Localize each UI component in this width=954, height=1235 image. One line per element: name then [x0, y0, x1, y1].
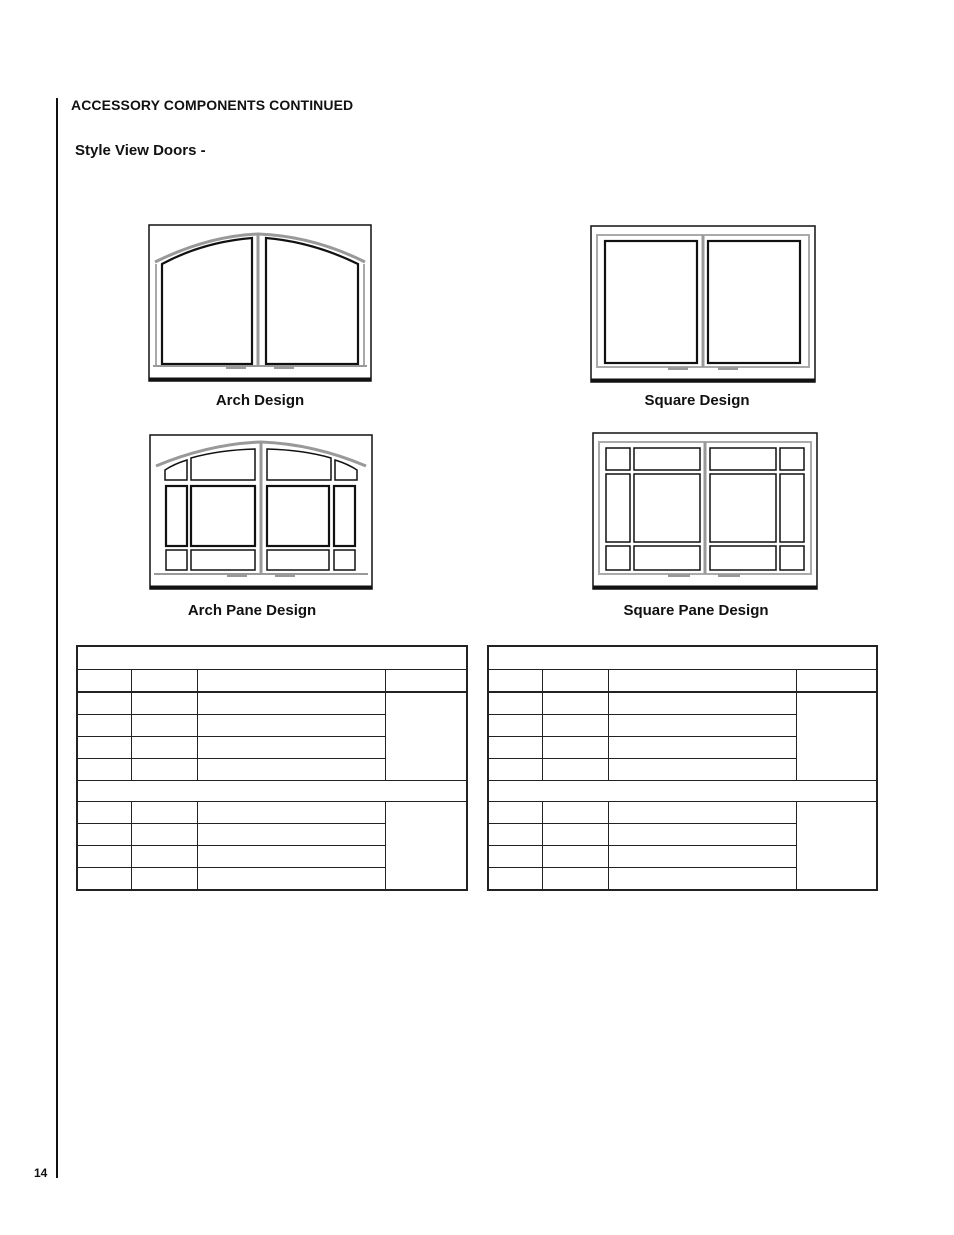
table-section-row: [488, 781, 877, 802]
arch-design-illustration: [148, 224, 372, 382]
square-design-illustration: [590, 225, 816, 383]
parts-table-right: [487, 645, 878, 891]
table-row: [77, 692, 467, 715]
table-row: [488, 802, 877, 824]
table-header-row: [488, 670, 877, 693]
parts-table-left: [76, 645, 468, 891]
arch-design-caption: Arch Design: [215, 392, 305, 409]
section-heading: ACCESSORY COMPONENTS CONTINUED: [71, 97, 354, 113]
table-header-row: [77, 670, 467, 693]
table-title-row: [488, 646, 877, 670]
arch-pane-design-illustration: [149, 434, 373, 590]
square-design-caption: Square Design: [644, 392, 750, 409]
table-title-row: [77, 646, 467, 670]
style-view-doors-heading: Style View Doors -: [75, 142, 206, 159]
page-number: 14: [34, 1166, 48, 1180]
table-section-row: [77, 781, 467, 802]
margin-rule: [56, 98, 58, 1178]
square-pane-design-caption: Square Pane Design: [623, 602, 769, 619]
arch-pane-design-caption: Arch Pane Design: [187, 602, 317, 619]
square-pane-design-illustration: [592, 432, 818, 590]
table-row: [77, 802, 467, 824]
table-row: [488, 692, 877, 715]
